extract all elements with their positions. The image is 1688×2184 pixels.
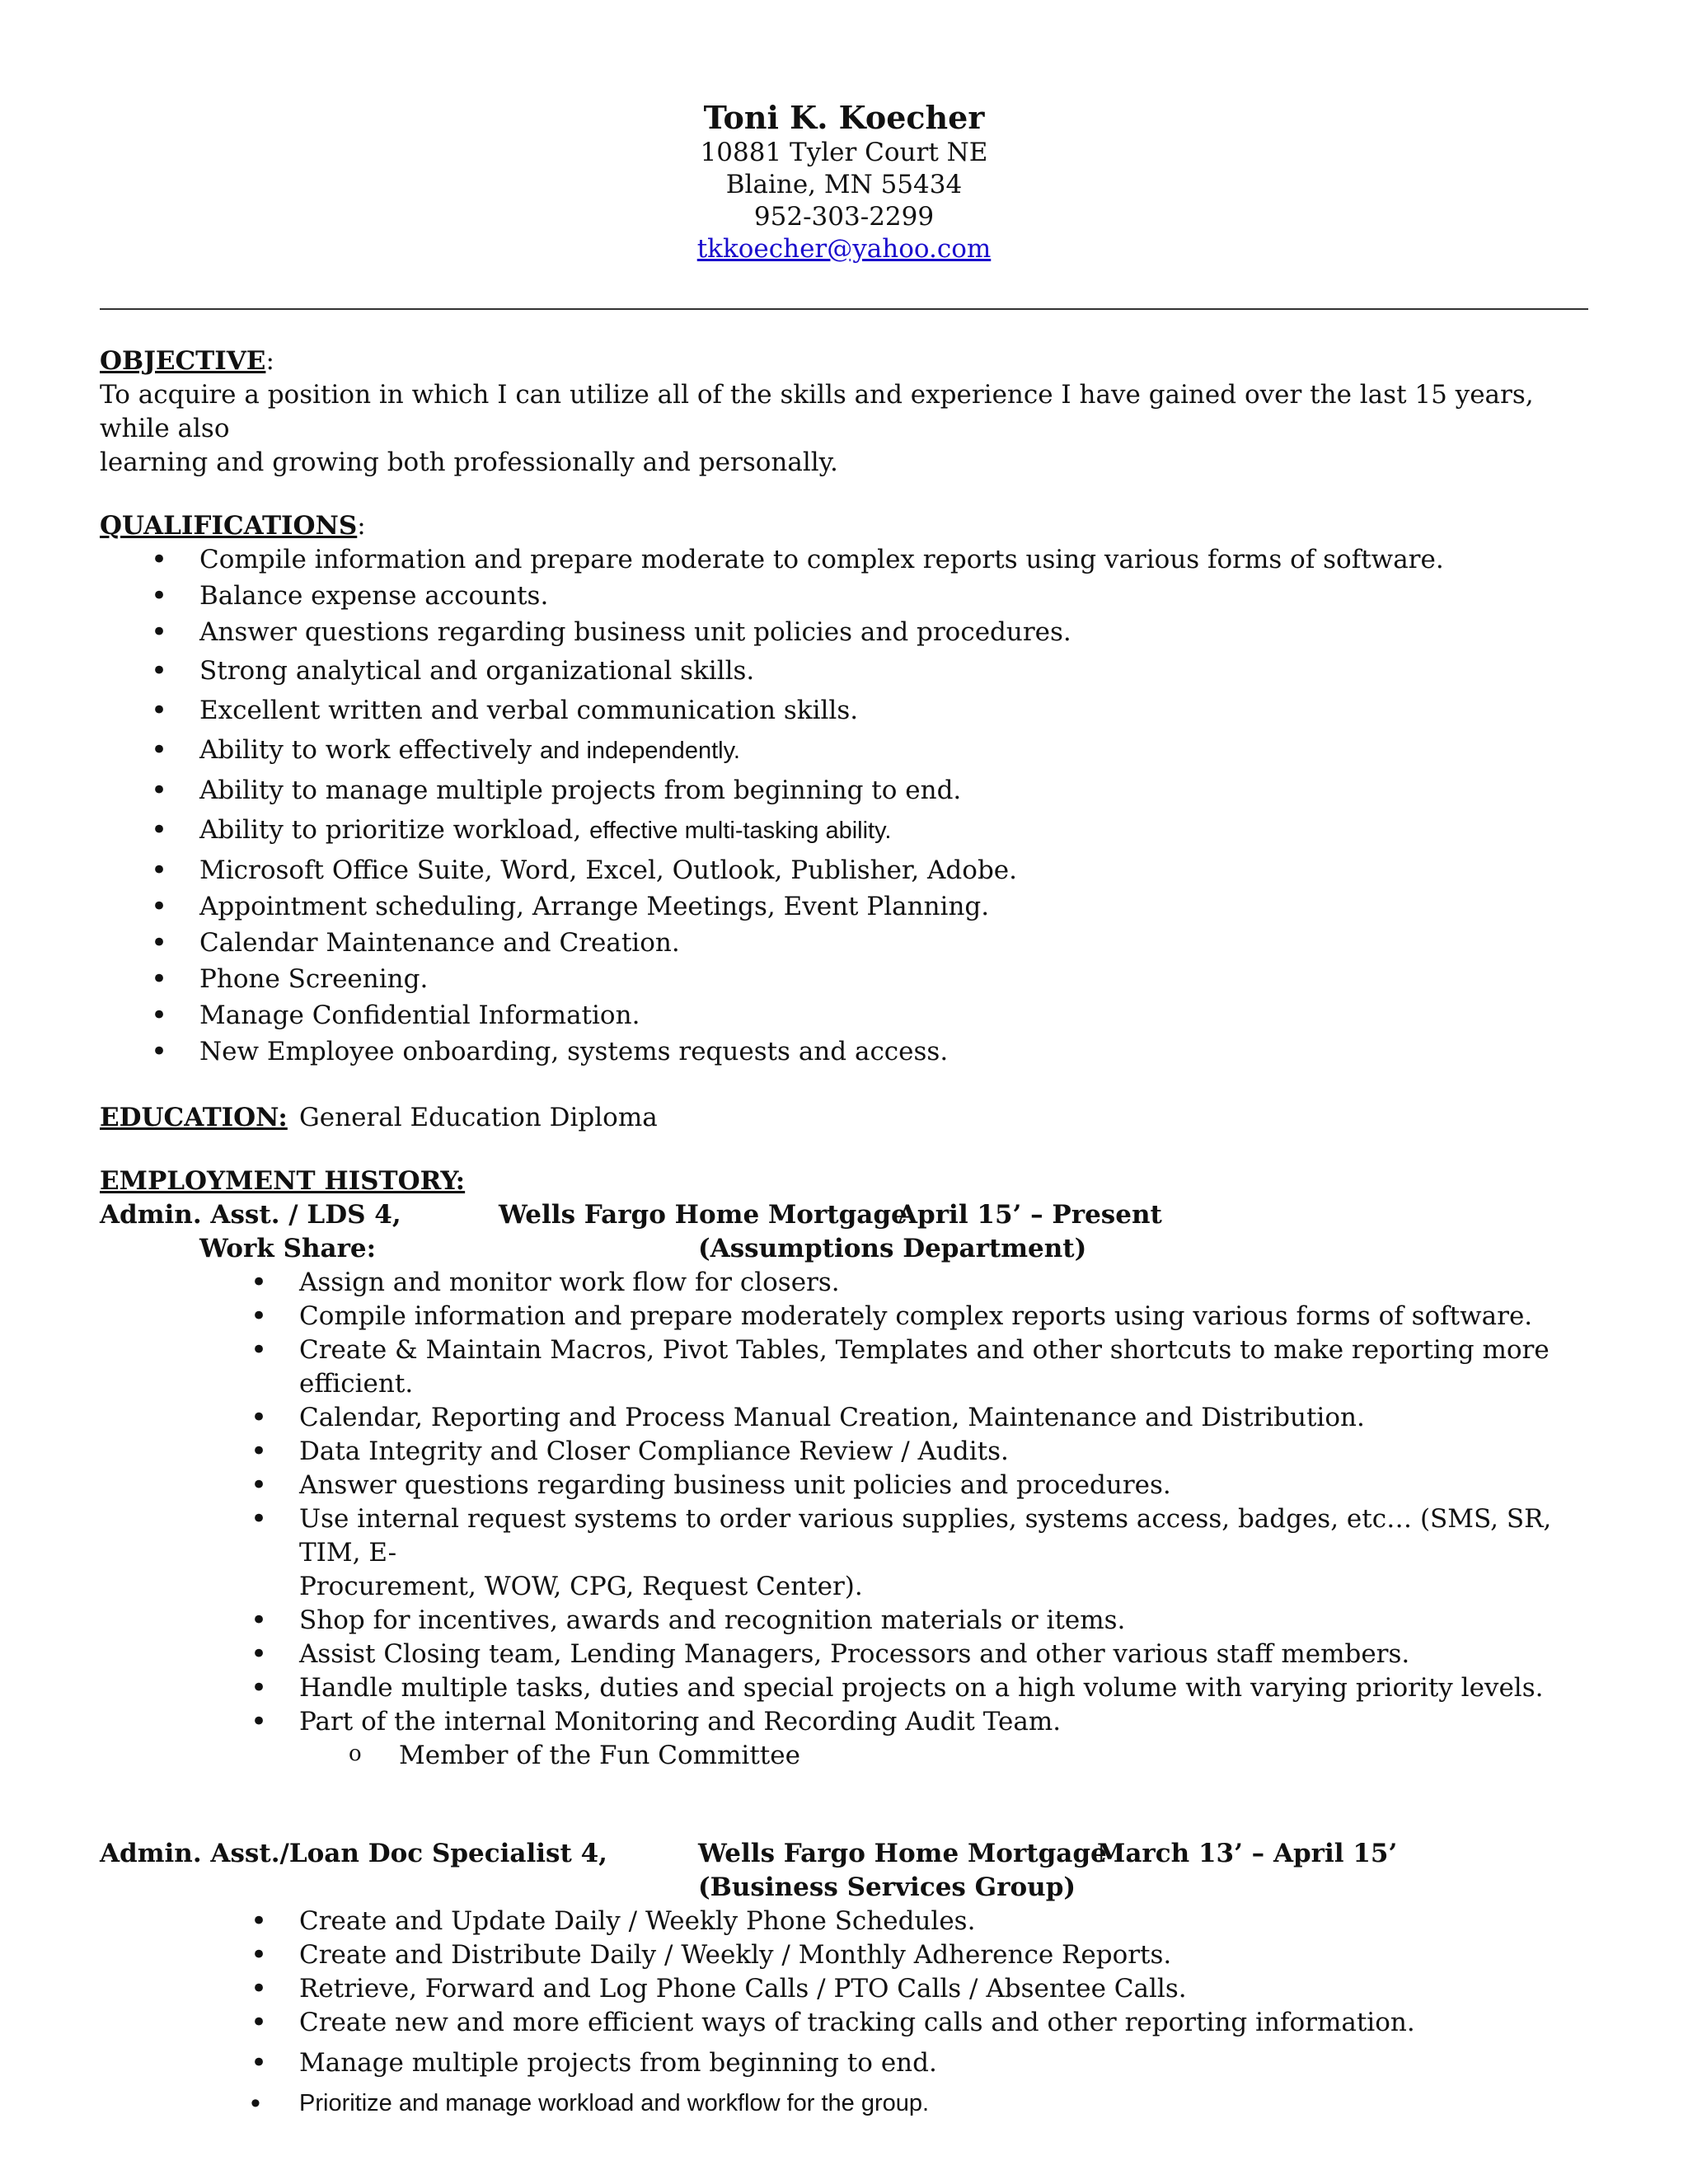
- list-item: • Microsoft Office Suite, Word, Excel, Outlook, Publisher, Adobe.: [100, 854, 1588, 888]
- list-item-text: Ability to work effectively: [199, 735, 532, 765]
- list-item: • Compile information and prepare moderate to complex reports using various forms of software.: [100, 543, 1588, 577]
- header-divider: [100, 308, 1588, 310]
- list-item: • Ability to manage multiple projects from beginning to end.: [100, 774, 1588, 808]
- list-item: • Manage multiple projects from beginning to end.: [199, 2046, 1588, 2080]
- qualifications-list: [100, 543, 1588, 1069]
- list-item: • Part of the internal Monitoring and Recording Audit Team.: [199, 1705, 1588, 1739]
- list-item: • Data Integrity and Closer Compliance Review / Audits.: [199, 1435, 1588, 1469]
- list-item-text: Use internal request systems to order various supplies, systems access, badges, etc… (SMS, SR, TIM, E-: [299, 1504, 1552, 1568]
- job-title: Admin. Asst./Loan Doc Specialist 4,: [100, 1839, 607, 1868]
- qualifications-colon: :: [357, 511, 366, 541]
- job-company: Wells Fargo Home Mortgage: [499, 1200, 907, 1230]
- employment-heading: EMPLOYMENT HISTORY:: [100, 1166, 466, 1196]
- list-item: • Phone Screening.: [100, 963, 1588, 996]
- list-item: • Retrieve, Forward and Log Phone Calls / PTO Calls / Absentee Calls.: [199, 1972, 1588, 2006]
- job-duties-list: [100, 1266, 1588, 1739]
- list-item: • Strong analytical and organizational skills.: [100, 654, 1588, 688]
- list-item: • Appointment scheduling, Arrange Meetings, Event Planning.: [100, 890, 1588, 924]
- list-item: • Create and Distribute Daily / Weekly / Monthly Adherence Reports.: [199, 1938, 1588, 1972]
- list-item-text: Procurement, WOW, CPG, Request Center).: [299, 1572, 863, 1601]
- job-title: Admin. Asst. / LDS 4,: [100, 1200, 401, 1230]
- job-dates: April 15’ – Present: [898, 1200, 1162, 1230]
- job-entry: [100, 1198, 1588, 1773]
- list-item: • Create & Maintain Macros, Pivot Tables, Templates and other shortcuts to make reporting more efficient.: [199, 1333, 1588, 1401]
- list-item: • Assign and monitor work flow for closers.: [199, 1266, 1588, 1300]
- objective-heading: OBJECTIVE: [100, 346, 266, 376]
- list-item: • Excellent written and verbal communication skills.: [100, 694, 1588, 728]
- street-address: 10881 Tyler Court NE: [700, 138, 988, 167]
- list-item: • Calendar, Reporting and Process Manual Creation, Maintenance and Distribution.: [199, 1401, 1588, 1435]
- list-subitem: o Member of the Fun Committee: [100, 1739, 1588, 1773]
- list-item: [100, 813, 1588, 848]
- list-item: • Calendar Maintenance and Creation.: [100, 926, 1588, 960]
- list-item: • Create new and more efficient ways of tracking calls and other reporting information.: [199, 2006, 1588, 2040]
- qualifications-section: [100, 509, 1588, 1069]
- list-item: • Create and Update Daily / Weekly Phone Schedules.: [199, 1905, 1588, 1938]
- job-dates: March 13’ – April 15’: [1097, 1839, 1398, 1868]
- list-item-text: effective multi-tasking ability.: [589, 818, 892, 844]
- objective-text-line-2: learning and growing both professionally and personally.: [100, 448, 838, 477]
- list-item-text: Ability to prioritize workload,: [199, 815, 582, 845]
- list-item: • Answer questions regarding business unit policies and procedures.: [199, 1469, 1588, 1502]
- job-company: Wells Fargo Home Mortgage: [698, 1839, 1107, 1868]
- list-item: • Assist Closing team, Lending Managers, Processors and other various staff members.: [199, 1638, 1588, 1671]
- candidate-name: Toni K. Koecher: [703, 99, 985, 136]
- education-section: [100, 1101, 1588, 1135]
- list-item: [100, 733, 1588, 768]
- list-item: • Answer questions regarding business unit policies and procedures.: [100, 616, 1588, 649]
- contact-header: [0, 99, 1688, 265]
- job-subitem-list: [100, 1739, 1588, 1773]
- qualifications-heading: QUALIFICATIONS: [100, 511, 358, 541]
- job-department: (Assumptions Department): [698, 1234, 1087, 1263]
- list-item-text: and independently.: [540, 738, 740, 764]
- phone-number: 952-303-2299: [753, 202, 935, 232]
- resume-body: [100, 344, 1588, 2121]
- objective-section: [100, 344, 1588, 480]
- job-subtitle: Work Share:: [199, 1234, 377, 1263]
- objective-text-line-1: To acquire a position in which I can utilize all of the skills and experience I have gained over the last 15 years, while also: [100, 380, 1534, 443]
- list-item: • Shop for incentives, awards and recognition materials or items.: [199, 1604, 1588, 1638]
- list-item: • Prioritize and manage workload and workflow for the group.: [199, 2087, 1588, 2121]
- list-item: [199, 1502, 1588, 1604]
- employment-section: [100, 1165, 1588, 2121]
- list-item: • Manage Confidential Information.: [100, 999, 1588, 1033]
- job-duties-list: [100, 1905, 1588, 2121]
- email-link[interactable]: tkkoecher@yahoo.com: [696, 234, 992, 264]
- list-item: • Balance expense accounts.: [100, 579, 1588, 613]
- education-heading: EDUCATION:: [100, 1103, 288, 1132]
- job-department: (Business Services Group): [698, 1872, 1076, 1902]
- education-value: General Education Diploma: [299, 1103, 658, 1132]
- list-item: • Handle multiple tasks, duties and special projects on a high volume with varying priority levels.: [199, 1671, 1588, 1705]
- objective-colon: :: [265, 346, 274, 376]
- job-entry: [100, 1837, 1588, 2121]
- city-state-zip: Blaine, MN 55434: [725, 170, 963, 199]
- list-item: • New Employee onboarding, systems requests and access.: [100, 1035, 1588, 1069]
- list-item: • Compile information and prepare moderately complex reports using various forms of software.: [199, 1300, 1588, 1333]
